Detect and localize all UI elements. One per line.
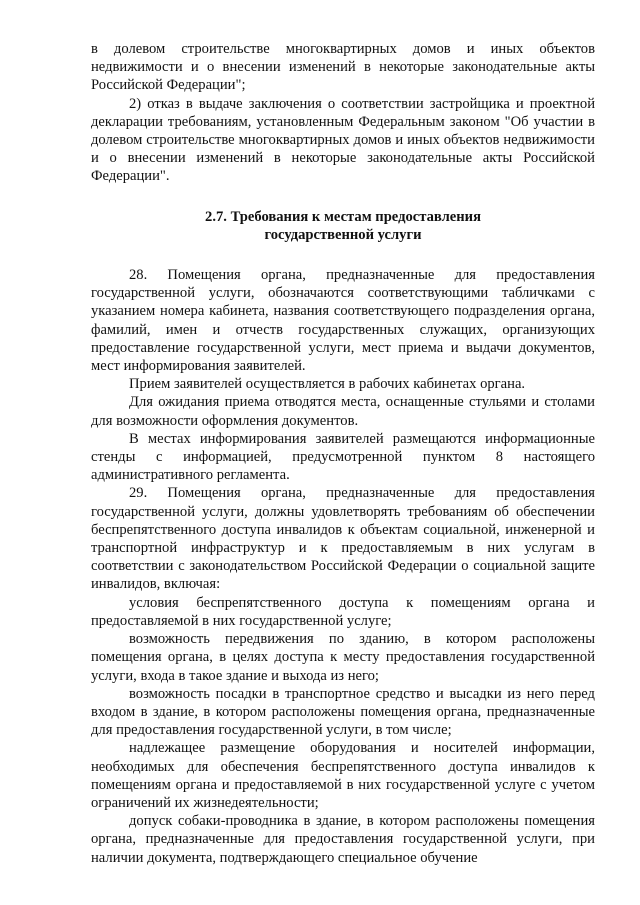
paragraph-transport: возможность посадки в транспортное средство и высадки из него перед входом в здание, в котором расположены помещения органа, предназначенные для предоставления государственной услуги, в том числе;: [91, 685, 595, 739]
paragraph-movement: возможность передвижения по зданию, в котором расположены помещения органа, в целях доступа к месту предоставления государственной услуги, входа в такое здание и выхода из него;: [91, 631, 595, 684]
paragraph-reception: Прием заявителей осуществляется в рабочих кабинетах органа.: [129, 376, 526, 393]
paragraph-equipment: надлежащее размещение оборудования и носителей информации, необходимых для обеспечения беспрепятственного доступа инвалидов к помещениям органа и предоставляемой в них государственной услуге с учетом ограничений их жизнедеятельности;: [91, 740, 595, 811]
paragraph-info-stands: В местах информирования заявителей размещаются информационные стенды с информацией, предусмотренной пунктом 8 настоящего административного регламента.: [91, 430, 595, 484]
paragraph-continuation: в долевом строительстве многоквартирных домов и иных объектов недвижимости и о внесении изменений в некоторые законодательные акты Российской Федерации";: [91, 41, 595, 94]
paragraph-28: 28. Помещения органа, предназначенные для предоставления государственной услуги, обозначаются соответствующими табличками с указанием номера кабинета, названия соответствующего подразделения органа, фамилий, имен и отчеств государственных служащих, организующих предоставление государственной услуги, мест приема и выдачи документов, мест информирования заявителей.: [91, 267, 595, 375]
section-heading-line-2: государственной услуги: [264, 226, 422, 243]
document-page: [91, 40, 595, 867]
paragraph-29: 29. Помещения органа, предназначенные для предоставления государственной услуги, должны удовлетворять требованиям об обеспечении беспрепятственного доступа инвалидов к объектам социальной, инженерной и транспортной инфраструктур и к предоставляемым в них услугам в соответствии с законодательством Российской Федерации о социальной защите инвалидов, включая:: [91, 485, 595, 593]
paragraph-access-conditions: условия беспрепятственного доступа к помещениям органа и предоставляемой в них государственной услуге;: [91, 594, 595, 629]
section-heading-line-1: 2.7. Требования к местам предоставления: [205, 208, 481, 225]
section-heading: [91, 208, 595, 244]
paragraph-waiting-places: Для ожидания приема отводятся места, оснащенные стульями и столами для возможности оформления документов.: [91, 394, 595, 429]
paragraph-refusal-item-2: 2) отказ в выдаче заключения о соответствии застройщика и проектной декларации требованиям, установленным Федеральным законом "Об участии в долевом строительстве многоквартирных домов и иных объектов недвижимости и о внесении изменений в некоторые законодательные акты Российской Федерации".: [91, 95, 595, 185]
paragraph-guide-dog: допуск собаки-проводника в здание, в котором расположены помещения органа, предназначенные для предоставления государственной услуги, при наличии документа, подтверждающего специальное обучение: [91, 813, 595, 866]
